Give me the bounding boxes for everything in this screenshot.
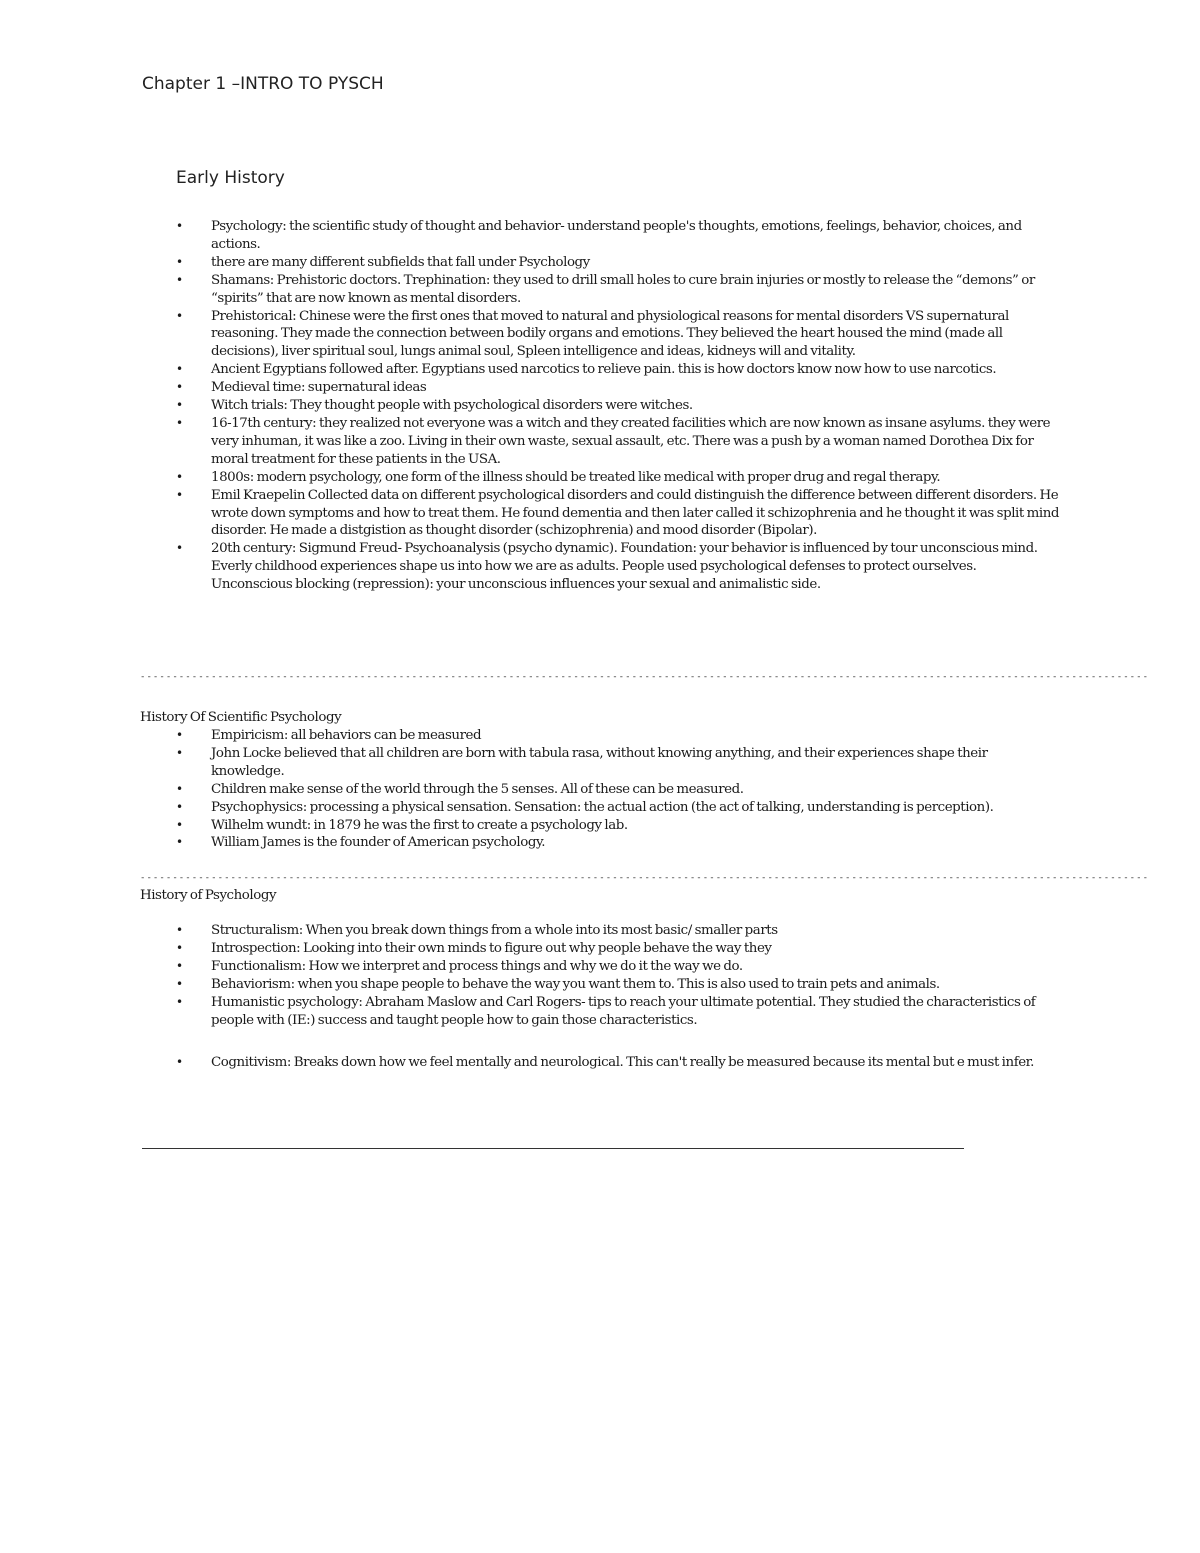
list-item: • Psychophysics: processing a physical sensation. Sensation: the actual action (the act of talking, understanding is perception).	[0, 799, 1060, 817]
solid-divider	[142, 1148, 964, 1149]
dashed-divider: ------------------------------------------------------------------------------------------------------------------------------------------------------------	[140, 873, 1150, 883]
list-item: • 1800s: modern psychology, one form of the illness should be treated like medical with proper drug and regal therapy.	[0, 469, 1060, 487]
scientific-psychology-heading: History Of Scientific Psychology	[140, 710, 342, 725]
list-item: • 16-17th century: they realized not everyone was a witch and they created facilities which are now known as insane asylums. they were very inhuman, it was like a zoo. Living in their own waste, sexual assault, etc. There was a push by a woman named Dorothea Dix for moral treatment for these patients in the USA.	[0, 415, 1060, 469]
list-item: • Ancient Egyptians followed after. Egyptians used narcotics to relieve pain. this is how doctors know now how to use narcotics.	[0, 361, 1060, 379]
list-item: • Witch trials: They thought people with psychological disorders were witches.	[0, 397, 1060, 415]
history-of-psychology-heading: History of Psychology	[140, 888, 277, 903]
cognitivism-list	[0, 1054, 1060, 1072]
list-item: • Emil Kraepelin Collected data on different psychological disorders and could distinguish the difference between different disorders. He wrote down symptoms and how to treat them. He found dementia and then later called it schizophrenia and he thought it was split mind disorder. He made a distgistion as thought disorder (schizophrenia) and mood disorder (Bipolar).	[0, 487, 1060, 541]
list-item: • Cognitivism: Breaks down how we feel mentally and neurological. This can't really be measured because its mental but e must infer.	[0, 1054, 1060, 1072]
history-of-psychology-list	[0, 922, 1060, 1029]
list-item: • William James is the founder of American psychology.	[0, 834, 1060, 852]
early-history-list	[0, 218, 1060, 594]
list-item: • Humanistic psychology: Abraham Maslow and Carl Rogers- tips to reach your ultimate potential. They studied the characteristics of people with (IE:) success and taught people how to gain those characteristics.	[0, 994, 1060, 1030]
list-item: • Shamans: Prehistoric doctors. Trephination: they used to drill small holes to cure brain injuries or mostly to release the “demons” or “spirits” that are now known as mental disorders.	[0, 272, 1060, 308]
early-history-heading: Early History	[176, 168, 285, 188]
list-item: • Introspection: Looking into their own minds to figure out why people behave the way they	[0, 940, 1060, 958]
list-item: • Behaviorism: when you shape people to behave the way you want them to. This is also used to train pets and animals.	[0, 976, 1060, 994]
list-item: • Children make sense of the world through the 5 senses. All of these can be measured.	[0, 781, 1060, 799]
list-item: • Psychology: the scientific study of thought and behavior- understand people's thoughts, emotions, feelings, behavior, choices, and actions.	[0, 218, 1060, 254]
list-item: • Medieval time: supernatural ideas	[0, 379, 1060, 397]
scientific-psychology-list	[0, 727, 1060, 852]
list-item: • Empiricism: all behaviors can be measured	[0, 727, 1060, 745]
list-item: • Structuralism: When you break down things from a whole into its most basic/ smaller parts	[0, 922, 1060, 940]
list-item: • John Locke believed that all children are born with tabula rasa, without knowing anything, and their experiences shape their knowledge.	[0, 745, 1060, 781]
dashed-divider: ------------------------------------------------------------------------------------------------------------------------------------------------------------	[140, 672, 1150, 682]
list-item: • 20th century: Sigmund Freud- Psychoanalysis (psycho dynamic). Foundation: your behavior is influenced by tour unconscious mind. Everly childhood experiences shape us into how we are as adults. People used psychological defenses to protect ourselves. Unconscious blocking (repression): your unconscious influences your sexual and animalistic side.	[0, 540, 1060, 594]
chapter-title: Chapter 1 –INTRO TO PYSCH	[142, 74, 384, 94]
list-item: • Prehistorical: Chinese were the first ones that moved to natural and physiological reasons for mental disorders VS supernatural reasoning. They made the connection between bodily organs and emotions. They believed the heart housed the mind (made all decisions), liver spiritual soul, lungs animal soul, Spleen intelligence and ideas, kidneys will and vitality.	[0, 308, 1060, 362]
list-item: • Functionalism: How we interpret and process things and why we do it the way we do.	[0, 958, 1060, 976]
list-item: • there are many different subfields that fall under Psychology	[0, 254, 1060, 272]
list-item: • Wilhelm wundt: in 1879 he was the first to create a psychology lab.	[0, 817, 1060, 835]
